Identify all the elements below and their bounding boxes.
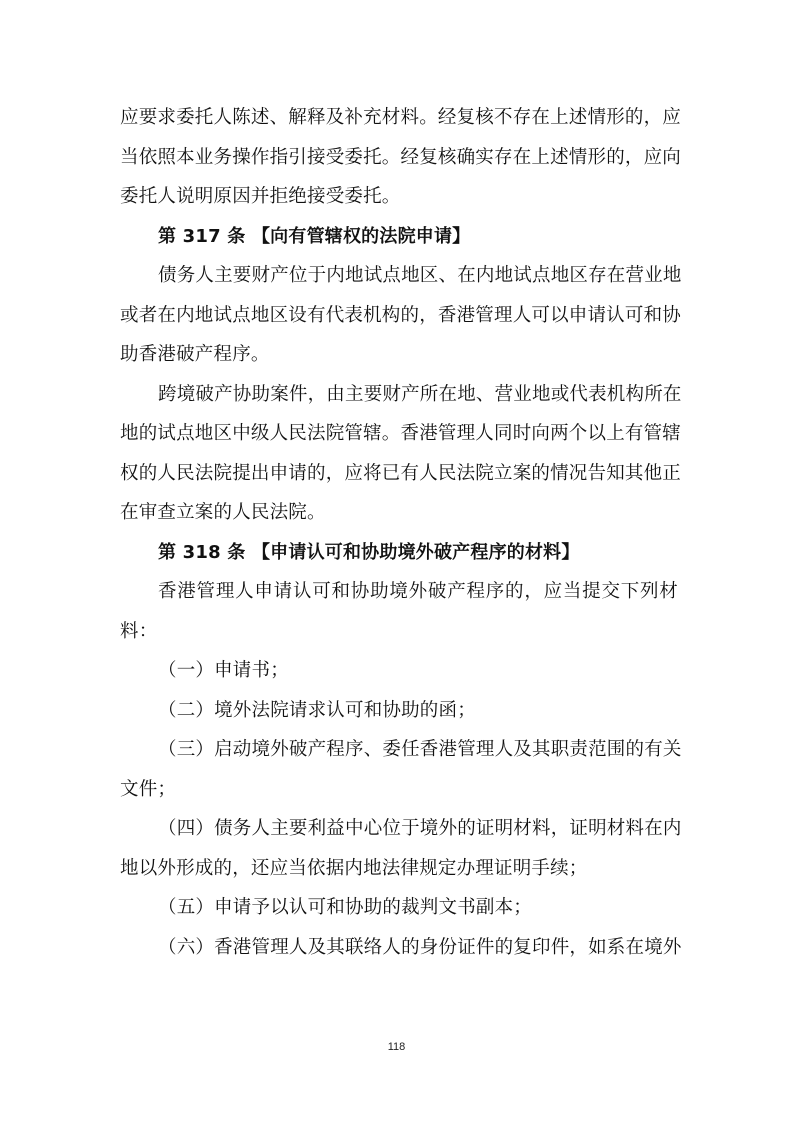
- text-line: （四）债务人主要利益中心位于境外的证明材料，证明材料在内: [158, 818, 682, 839]
- text-line: （二）境外法院请求认可和协助的函；: [158, 699, 476, 721]
- text-line: 债务人主要财产位于内地试点地区、在内地试点地区存在营业地: [158, 265, 682, 286]
- article-heading: 第 318 条 【申请认可和协助境外破产程序的材料】: [158, 541, 580, 563]
- page-number: 118: [387, 1041, 406, 1053]
- text-line: 在审查立案的人民法院。: [120, 502, 326, 523]
- text-line: 文件；: [120, 778, 177, 800]
- text-line: 应要求委托人陈述、解释及补充材料。经复核不存在上述情形的，应: [120, 107, 682, 128]
- document-body: [120, 98, 682, 967]
- text-line: 委托人说明原因并拒绝接受委托。: [120, 186, 401, 207]
- text-line: （三）启动境外破产程序、委任香港管理人及其职责范围的有关: [158, 739, 682, 760]
- text-line: （五）申请予以认可和协助的裁判文书副本；: [158, 897, 533, 918]
- text-line: 权的人民法院提出申请的，应将已有人民法院立案的情况告知其他正: [120, 462, 682, 484]
- text-line: 跨境破产协助案件，由主要财产所在地、营业地或代表机构所在: [158, 383, 682, 405]
- text-line: （六）香港管理人及其联络人的身份证件的复印件，如系在境外: [158, 936, 682, 958]
- text-line: 香港管理人申请认可和协助境外破产程序的，应当提交下列材: [158, 581, 678, 602]
- text-line: 地以外形成的，还应当依据内地法律规定办理证明手续；: [120, 857, 588, 879]
- text-line: 地的试点地区中级人民法院管辖。香港管理人同时向两个以上有管辖: [120, 423, 682, 444]
- text-line: 料：: [120, 620, 158, 642]
- text-line: 或者在内地试点地区设有代表机构的，香港管理人可以申请认可和协: [120, 304, 682, 326]
- text-line: 助香港破产程序。: [120, 344, 270, 365]
- text-line: 当依照本业务操作指引接受委托。经复核确实存在上述情形的，应向: [120, 146, 682, 168]
- article-heading: 第 317 条 【向有管辖权的法院申请】: [158, 225, 471, 247]
- text-line: （一）申请书；: [158, 660, 289, 681]
